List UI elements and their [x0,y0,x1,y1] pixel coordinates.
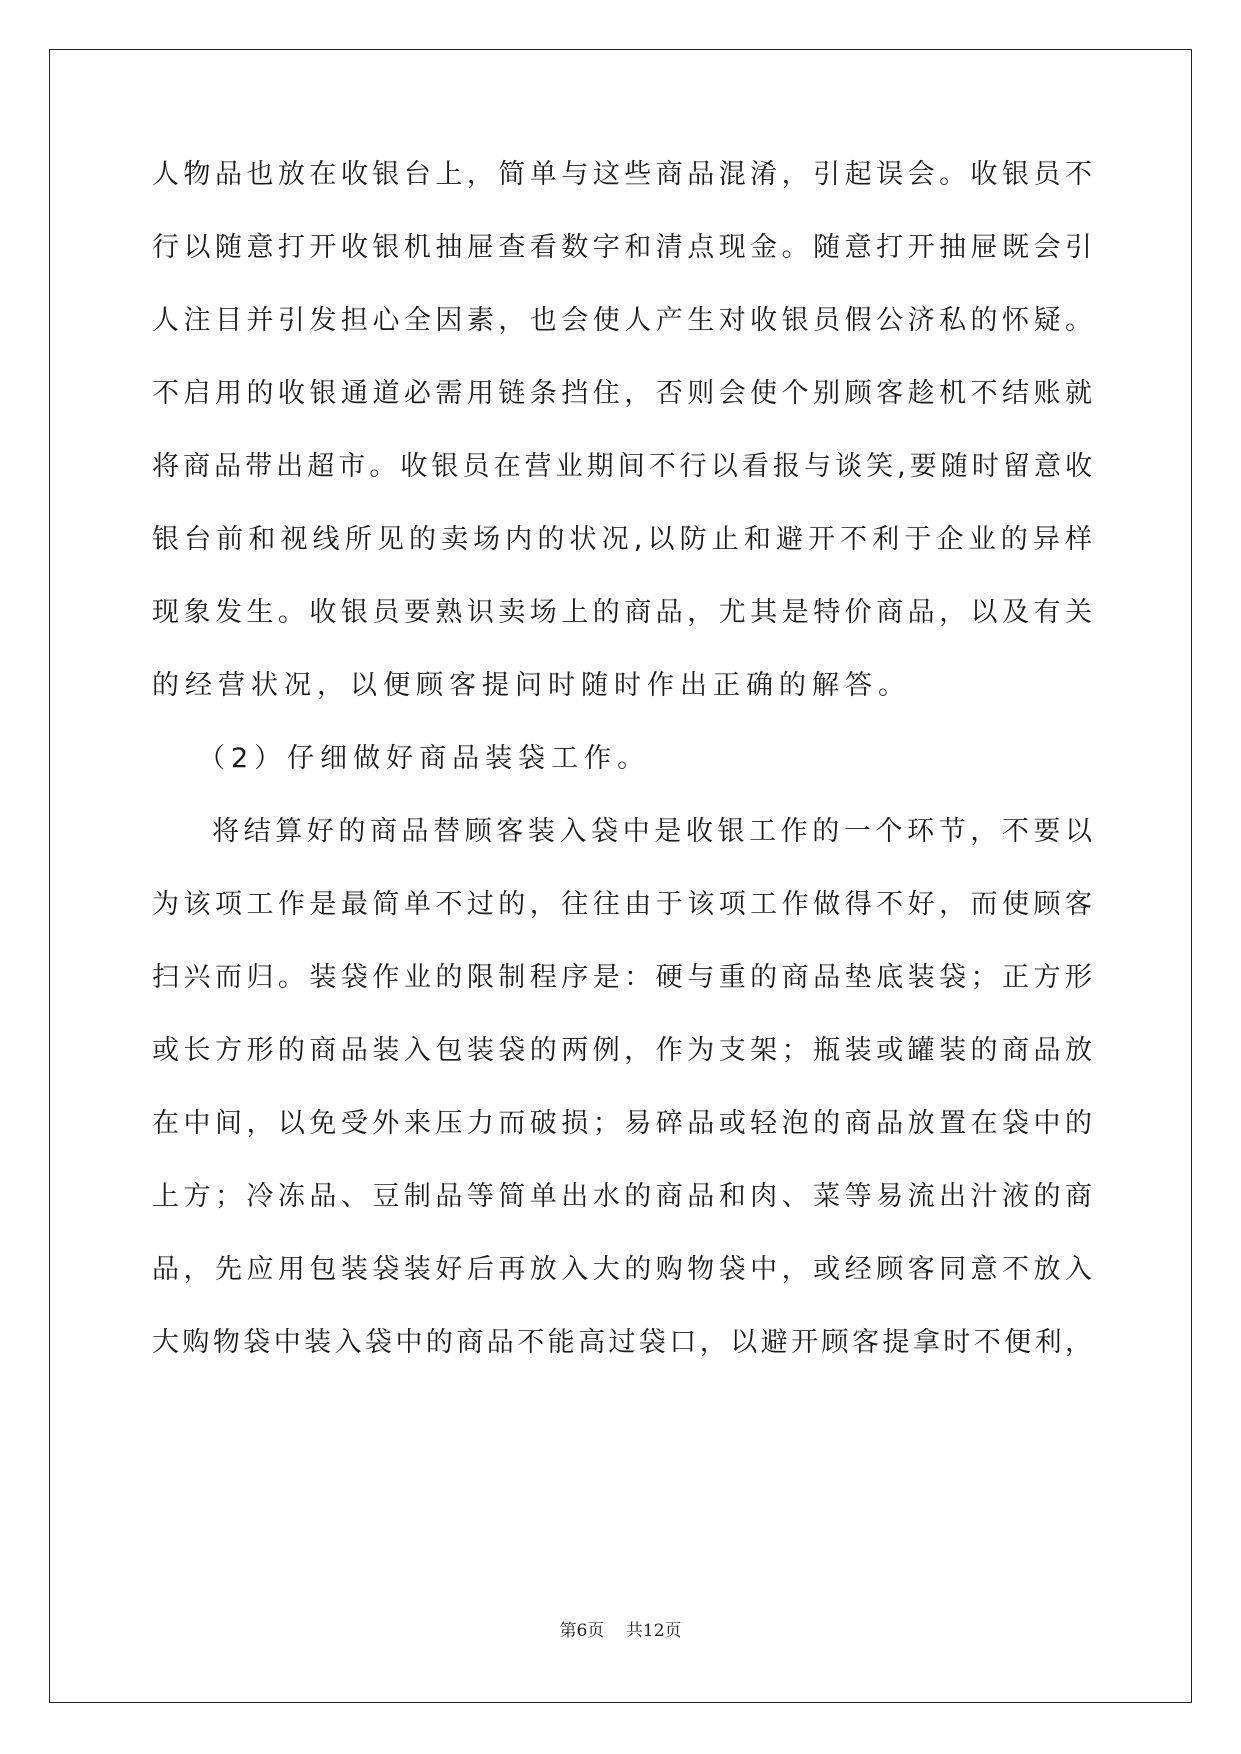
body-text-line: 为该项工作是最简单不过的，往往由于该项工作做得不好，而使顾客 [152,889,1092,920]
body-text-line: 将结算好的商品替顾客装入袋中是收银工作的一个环节，不要以 [212,816,1092,847]
body-text-line: 现象发生。收银员要熟识卖场上的商品，尤其是特价商品，以及有关 [152,597,1092,628]
body-text-line: 人注目并引发担心全因素，也会使人产生对收银员假公济私的怀疑。 [152,305,1092,336]
body-text-line: 的经营状况，以便顾客提问时随时作出正确的解答。 [152,670,911,701]
body-text-line: 不启用的收银通道必需用链条挡住，否则会使个别顾客趁机不结账就 [152,378,1092,409]
page-number-footer: 第6页 共12页 [559,1621,682,1641]
body-text-line: 行以随意打开收银机抽屉查看数字和清点现金。随意打开抽屉既会引 [152,232,1092,263]
page-border [49,49,1192,1703]
body-text-line: 在中间，以免受外来压力而破损；易碎品或轻泡的商品放置在袋中的 [152,1108,1092,1139]
body-text-line: 上方；冷冻品、豆制品等简单出水的商品和肉、菜等易流出汁液的商 [152,1181,1092,1212]
body-text-line: 品，先应用包装袋装好后再放入大的购物袋中，或经顾客同意不放入 [152,1254,1092,1285]
body-text-line: 人物品也放在收银台上，简单与这些商品混淆，引起误会。收银员不 [152,159,1092,190]
body-text-line: 大购物袋中装入袋中的商品不能高过袋口，以避开顾客提拿时不便利， [152,1327,1092,1358]
section-heading: （2）仔细做好商品装袋工作。 [198,743,651,774]
body-text-line: 或长方形的商品装入包装袋的两例，作为支架；瓶装或罐装的商品放 [152,1035,1092,1066]
body-text-line: 扫兴而归。装袋作业的限制程序是：硬与重的商品垫底装袋；正方形 [152,962,1092,993]
body-text-line: 将商品带出超市。收银员在营业期间不行以看报与谈笑,要随时留意收 [152,451,1092,482]
body-text-line: 银台前和视线所见的卖场内的状况,以防止和避开不利于企业的异样 [152,524,1092,555]
